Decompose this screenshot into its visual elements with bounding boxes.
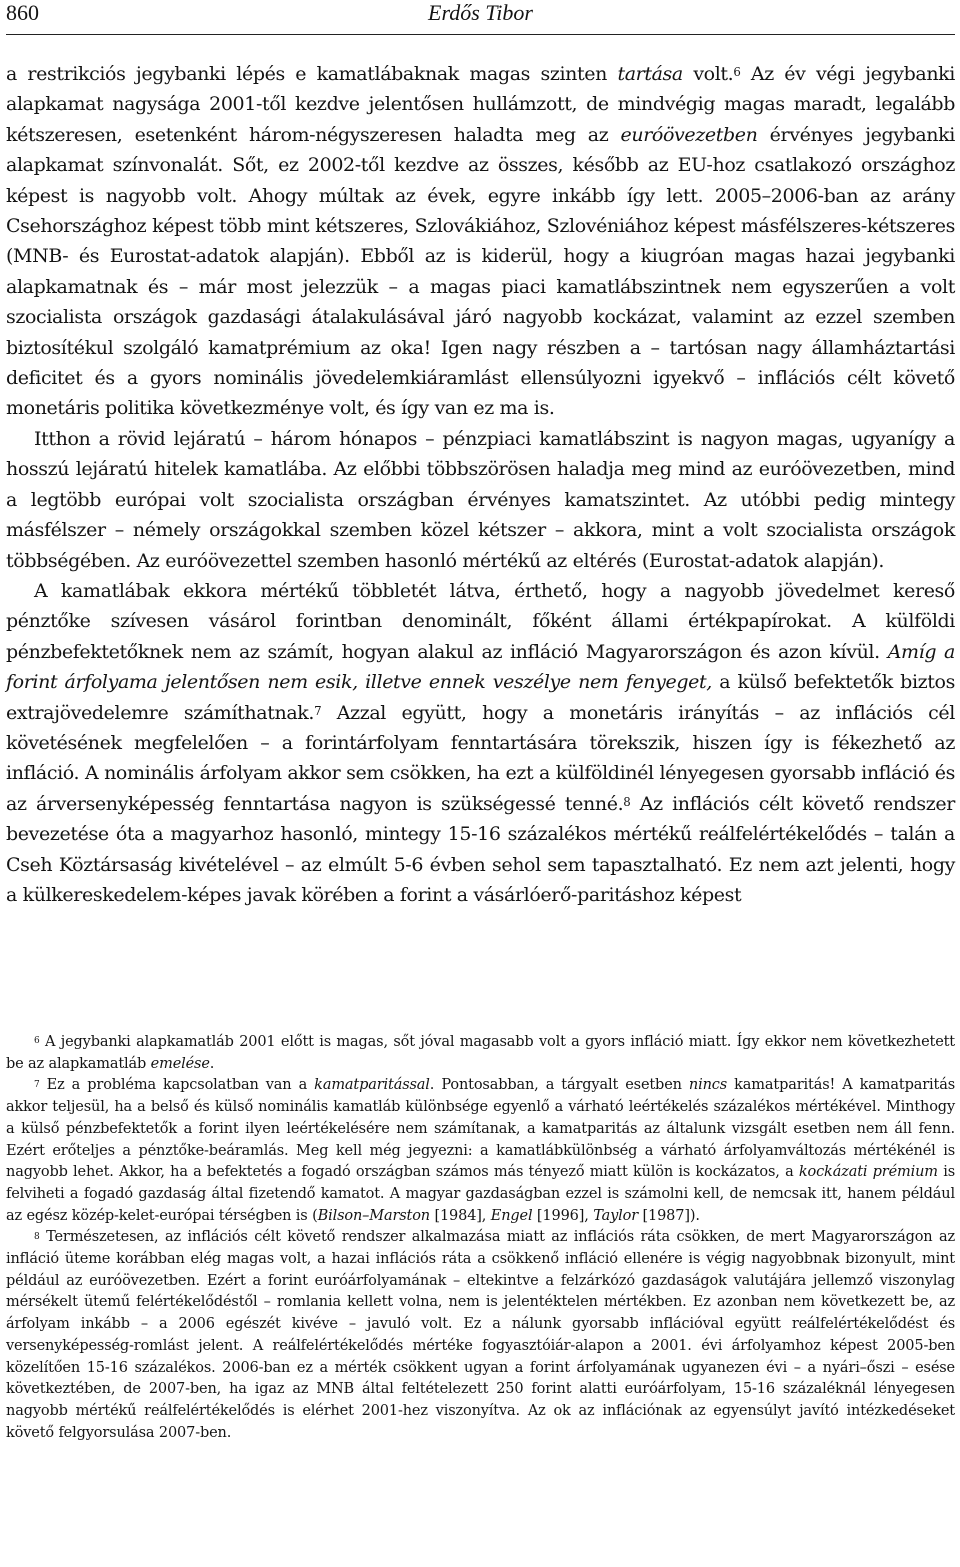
running-header: [6, 0, 955, 35]
text-run: . Pontosabban, a tárgyalt esetben: [429, 1077, 689, 1094]
footnote-marker: 7: [314, 704, 322, 718]
text-run: [1984],: [430, 1207, 491, 1224]
text-run: Az inflációs célt követő rendszer bevezetése óta a magyarhoz hasonló, mintegy 15-16 százalékos mértékű reálfelértékelődés – talán a Cseh Köztársaság kivételével – az elmúlt 5-6 évben sehol sem tapasztalható. Ez nem azt jelenti, hogy a külkereskedelem-képes javak körében a forint a vásárlóerő-paritáshoz képest: [6, 792, 956, 906]
paragraph: [6, 424, 955, 576]
emphasis-text: emelése: [150, 1055, 210, 1072]
text-run: kamatparitás! A kamatparitás akkor teljesül, ha a belső és külső nominális kamatláb különbsége egyenlő a várható leértékelés százalékos mértékével. Minthogy a külső pénzbefektetők a forint ilyen leértékelésére nem számítanak, a kamatparitás az általunk vizsgált esetben nem áll fenn. Ezért erőteljes a pénztőke-beáramlás. Meg kell még jegyezni: a kamatlábkülönbség a várható árfolyamváltozás mértékénél is nagyobb lehet. Akkor, ha a befektetés a fogadó országban számos más tényező miatt külön is kockázatos, a: [6, 1077, 955, 1181]
emphasis-text: kockázati prémium: [798, 1164, 938, 1181]
text-run: a restrikciós jegybanki lépés e kamatlábaknak magas szinten: [6, 63, 618, 85]
emphasis-text: Taylor: [593, 1207, 639, 1224]
footnote-marker: 8: [34, 1231, 40, 1242]
emphasis-text: nincs: [688, 1077, 728, 1094]
text-run: A kamatlábak ekkora mértékű többletét látva, érthető, hogy a nagyobb jövedelmet kereső pénztőke szívesen vásárol forintban denominált, főként állami értékpapírokat. A külföldi pénzbefektetőknek nem az számít, hogyan alakul az infláció Magyarországon és azon kívül.: [6, 579, 955, 663]
text-run: Természetesen, az inflációs célt követő rendszer alkalmazása miatt az inflációs ráta csökken, de mert Magyarországon az infláció üteme korábban elég magas volt, a hazai inflációs ráta a csökkenő infláció ellenére is végig nagyobbnak bizonyult, mint például az euróövezetben. Ezért a forint euróárfolyamának – eltekintve a felzárkózó gazdaságok valutájára jellemző viszonylag mérsékelt ütemű felértékelődéstől – romlania kellett volna, nem is jelentéktelen mértékben. Ez azonban nem következett be, az árfolyam inkább – a 2006 egészét kivéve – javuló volt. Ez a nálunk gyorsabb inflációval együtt reálfelértékelődést és versenyképesség-romlást jelent. A reálfelértékelődés mértéke fogyasztóiár-alapon a 2001. évi árfolyamhoz képest 2005-ben közelítően 15-16 százalékos. 2006-ban ez a mérték csökkent ugyan a forint árfolyamának ugyanezen évi – a nyári–őszi – esése következtében, de 2007-ben, ha igaz az MNB által feltételezett 250 forint alatti euróárfolyam, 15-16 százaléknál lényegesen nagyobb mértékű reálfelértékelődés is elérhet 2001-hez viszonyítva. Az ok az inflációnak az egyensúlyt javító intézkedéseket követő felgyorsulása 2007-ben.: [6, 1229, 955, 1441]
footnote-marker: 8: [623, 795, 631, 810]
footnotes: [6, 1032, 955, 1444]
text-run: volt.: [682, 63, 734, 85]
emphasis-text: euróövezetben: [620, 123, 758, 146]
footnote-marker: 7: [34, 1079, 40, 1090]
emphasis-text: tartása: [617, 63, 683, 85]
paragraph: [6, 59, 955, 424]
text-run: Itthon a rövid lejáratú – három hónapos – pénzpiaci kamatlábszint is nagyon magas, ugyanígy a hosszú lejáratú hitelek kamatlába. Az előbbi többszörösen haladja meg mind az euróövezetben, mind a legtöbb európai volt szocialista országban érvényes kamatszintet. Az utóbbi pedig mintegy másfélszer – némely országokkal szemben közel kétszer – akkora, mint a volt szocialista országok többségében. Az euróövezettel szemben hasonló mértékű az eltérés (Eurostat-adatok alapján).: [6, 427, 955, 572]
text-run: [1987]).: [638, 1207, 700, 1224]
footnote-marker: 6: [34, 1036, 40, 1047]
text-run: Ez a probléma kapcsolatban van a: [39, 1077, 315, 1094]
footnote: [6, 1075, 955, 1227]
text-run: Az év végi jegybanki alapkamat nagysága 2001-től kezdve jelentősen hullámzott, de mindvégig magas maradt, legalább kétszeresen, esetenként három-négyszeresen haladta meg az: [6, 63, 955, 146]
footnote-marker: 6: [733, 65, 741, 80]
text-run: érvényes jegybanki alapkamat színvonalát. Sőt, ez 2002-től kezdve az összes, később az EU-hoz csatlakozó országhoz képest is nagyobb volt. Ahogy múltak az évek, egyre inkább így lett. 2005–2006-ban az arány Csehországhoz képest több mint kétszeres, Szlovákiához, Szlovéniához képest másfélszeres-kétszeres (MNB- és Eurostat-adatok alapján). Ebből az is kiderül, hogy a kiugróan magas hazai jegybanki alapkamatnak és – már most jelezzük – a magas piaci kamatlábszintnek nem egyszerűen a volt szocialista országok gazdasági átalakulásával járó nagyobb kockázat, valamint az ezzel szemben biztosítékul szolgáló kamatprémium az oka! Igen nagy részben a – tartósan nagy államháztartási deficitet és a gyors nominális jövedelemkiáramlást ellensúlyozni igyekvő – inflációs célt követő monetáris politika következménye volt, és így van ez ma is.: [6, 123, 955, 420]
article-body: [6, 59, 955, 910]
text-run: is felviheti a fogadó gazdaság által fizetendő kamatot. A magyar gazdaságban ezzel is számolni kell, de nemcsak itt, hanem például az egész közép-kelet-európai térségben is (: [6, 1164, 955, 1224]
emphasis-text: Amíg a forint árfolyama jelentősen nem esik, illetve ennek veszélye nem fenyeget,: [6, 640, 955, 694]
emphasis-text: kamatparitással: [314, 1077, 430, 1094]
emphasis-text: Engel: [490, 1207, 533, 1224]
text-run: Azzal együtt, hogy a monetáris irányítás – az inflációs cél követésének megfelelően – a forintárfolyam fenntartására törekszik, hiszen így is fékezhető az infláció. A nominális árfolyam akkor sem csökken, ha ezt a külföldinél lényegesen gyorsabb infláció és az árversenyképesség fenntartása nagyon is szükségessé tenné.: [6, 701, 955, 815]
footnote: [6, 1032, 955, 1075]
footnote: [6, 1227, 955, 1444]
text-run: .: [209, 1055, 215, 1072]
text-run: [1996],: [532, 1207, 594, 1224]
paragraph: [6, 576, 955, 910]
text-run: a külső befektetők biztos extrajövedelemre számíthatnak.: [6, 671, 955, 724]
emphasis-text: Bilson–Marston: [317, 1207, 430, 1224]
page: [6, 0, 955, 1567]
running-head-author: Erdős Tibor: [428, 0, 533, 25]
page-number: 860: [6, 0, 39, 25]
text-run: A jegybanki alapkamatláb 2001 előtt is magas, sőt jóval magasabb volt a gyors infláció miatt. Így ekkor nem következhetett be az alapkamatláb: [6, 1034, 955, 1072]
